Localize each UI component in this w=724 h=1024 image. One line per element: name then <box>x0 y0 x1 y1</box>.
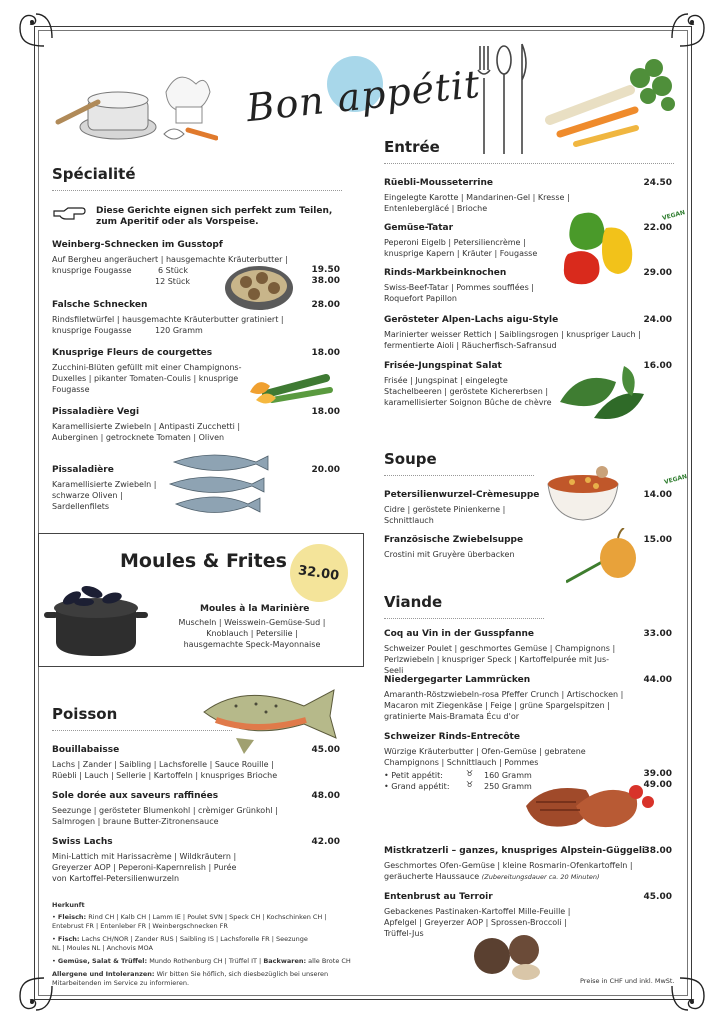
menu-item-desc: knusprige Fougasse <box>52 266 132 275</box>
section-divider <box>384 618 544 619</box>
peppers-illustration <box>562 204 642 288</box>
menu-item-desc: Rindsfiletwürfel | hausgemachte Kräuterbutter gratiniert | <box>52 315 284 324</box>
menu-item-name: Mistkratzerli – ganzes, knuspriges Alpstein-Güggeli <box>384 846 645 856</box>
menu-item-name: Weinberg-Schnecken im Gusstopf <box>52 240 223 250</box>
vegan-badge: VEGAN <box>663 473 688 486</box>
menu-item-name: Rinds-Markbeinknochen <box>384 268 507 278</box>
menu-item-price: 24.00 <box>643 315 672 325</box>
menu-item-name: Petersilienwurzel-Crèmesuppe <box>384 490 540 500</box>
zucchini-flower-illustration <box>246 366 342 406</box>
cow-icon: ♉ <box>466 780 474 789</box>
menu-item-name: Swiss Lachs <box>52 837 113 847</box>
moules-price-badge <box>290 544 348 602</box>
truffle-illustration <box>470 926 554 982</box>
moules-desc: Muscheln | Weisswein-Gemüse-Sud | Knoblauch | Petersilie | hausgemachte Speck-Mayonnaise <box>178 618 326 649</box>
menu-item-name: Gemüse-Tatar <box>384 223 454 233</box>
menu-item-price: 38.00 <box>643 846 672 856</box>
cookware-illustration <box>48 52 218 152</box>
corner-ornament-tl <box>14 8 54 48</box>
menu-item-name: Frisée-Jungspinat Salat <box>384 361 502 371</box>
menu-item-price: 20.00 <box>311 465 340 475</box>
menu-item-price: 28.00 <box>311 300 340 310</box>
menu-item-price: 39.00 <box>643 769 672 779</box>
menu-item-name: Knusprige Fleurs de courgettes <box>52 348 213 358</box>
trout-illustration <box>196 676 346 756</box>
menu-item-desc: Gebackenes Pastinaken-Kartoffel Mille-Feuille | Apfelgel | Greyerzer AOP | Sprossen-Broccoli | Trüffel-Jus <box>384 907 571 938</box>
snail-pan-illustration <box>222 258 296 314</box>
menu-item-name: Rüebli-Mousseterrine <box>384 178 494 188</box>
portion-petit: • Petit appétit: <box>384 771 443 780</box>
menu-item-desc: Geschmortes Ofen-Gemüse | kleine Rosmarin-Ofenkartoffeln | geräucherte Haussauce (Zubereitungsdauer ca. 20 Minuten) <box>384 861 633 881</box>
specialite-intro: Diese Gerichte eignen sich perfekt zum Teilen, zum Aperitif oder als Vorspeise. <box>96 206 333 227</box>
menu-item-desc: Eingelegte Karotte | Mandarinen-Gel | Kresse | Entenlebergläcé | Brioche <box>384 193 570 213</box>
menu-item-price: 42.00 <box>311 837 340 847</box>
section-divider <box>384 163 674 164</box>
menu-item-desc: Auf Bergheu angeräuchert | hausgemachte Kräuterbutter | <box>52 255 288 264</box>
herkunft-heading: Herkunft <box>52 901 85 909</box>
section-heading-poisson: Poisson <box>52 705 118 723</box>
menu-item-price: 33.00 <box>643 629 672 639</box>
menu-item-price: 45.00 <box>643 892 672 902</box>
section-heading-soupe: Soupe <box>384 450 437 468</box>
onion-illustration <box>566 528 640 584</box>
mussels-pot-illustration <box>44 568 148 660</box>
menu-item-price: 38.00 <box>311 276 340 286</box>
page-title: Bon appétit <box>244 61 483 131</box>
herkunft-fleisch: • Fleisch: Rind CH | Kalb CH | Lamm IE | Poulet SVN | Speck CH | Kochschinken CH | Entebrust FR | Entenleber FR | Weinbergschnecken FR <box>52 913 327 930</box>
moules-price: 32.00 <box>297 562 341 584</box>
cow-icon: ♉ <box>466 769 474 778</box>
menu-item-price: 19.50 <box>311 265 340 275</box>
portion-grand: • Grand appétit: <box>384 782 450 791</box>
moules-subheading: Moules à la Marinière <box>200 604 310 614</box>
menu-item-desc: Zucchini-Blüten gefüllt mit einer Champignons-Duxelles | pikanter Tomaten-Coulis | knusprige Fougasse <box>52 363 242 394</box>
menu-item-name: Französische Zwiebelsuppe <box>384 535 524 545</box>
menu-item-price: 48.00 <box>311 791 340 801</box>
menu-item-price: 29.00 <box>643 268 672 278</box>
menu-item-quantity: 6 Stück <box>158 266 188 275</box>
menu-item-desc: Mini-Lattich mit Harissacrème | Wildkräutern | Greyerzer AOP | Peperoni-Kapernrelish | Purée von Kartoffel-Petersilienwurzeln <box>52 852 237 883</box>
menu-item-price: 15.00 <box>643 535 672 545</box>
menu-item-price: 22.00 <box>643 223 672 233</box>
pointing-hand-icon <box>52 206 86 222</box>
menu-item-desc: Swiss-Beef-Tatar | Pommes soufflées | Roquefort Papillon <box>384 283 534 303</box>
menu-item-desc: Cidre | geröstete Pinienkerne | Schnittlauch <box>384 505 506 525</box>
menu-item-name: Niedergegarter Lammrücken <box>384 675 531 685</box>
menu-item-desc: Seezunge | gerösteter Blumenkohl | crèmiger Grünkohl | Salmrogen | braune Butter-Zitronensauce <box>52 806 278 826</box>
menu-item-price: 18.00 <box>311 407 340 417</box>
portion-weight: 250 Gramm <box>484 782 532 791</box>
menu-item-name: Entenbrust au Terroir <box>384 892 493 902</box>
menu-item-desc: Crostini mit Gruyère überbacken <box>384 550 515 559</box>
menu-item-name: Coq au Vin in der Gusspfanne <box>384 629 535 639</box>
menu-item-price: 24.50 <box>643 178 672 188</box>
portion-weight: 160 Gramm <box>484 771 532 780</box>
corner-ornament-bl <box>14 976 54 1016</box>
menu-item-desc: Frisée | Jungspinat | eingelegte Stachelbeeren | geröstete Kichererbsen | karamellisierter Soignon Bûche de chèvre <box>384 376 552 407</box>
herkunft-gemuese: • Gemüse, Salat & Trüffel: Mundo Rothenburg CH | Trüffel IT | Backwaren: alle Brote CH <box>52 957 351 965</box>
menu-item-quantity: 120 Gramm <box>155 326 203 335</box>
section-divider <box>384 475 534 476</box>
menu-item-desc: Amaranth-Röstzwiebeln-rosa Pfeffer Crunch | Artischocken | Macaron mit Ziegenkäse | Feige | grüne Spargelspitzen | gratinierte Mais-Bramata Écu d'or <box>384 690 624 721</box>
menu-item-price: 16.00 <box>643 361 672 371</box>
menu-item-name: Schweizer Rinds-Entrecôte <box>384 732 520 742</box>
menu-item-desc: knusprige Fougasse <box>52 326 132 335</box>
menu-item-desc: Marinierter weisser Rettich | Saiblingsrogen | knuspriger Lauch | fermentierte Aioli | Räucherfisch-Safransud <box>384 330 641 350</box>
section-heading-entree: Entrée <box>384 138 440 156</box>
herkunft-fisch: • Fisch: Lachs CH/NOR | Zander RUS | Saibling IS | Lachsforelle FR | Seezunge NL | Moules NL | Anchovis MOA <box>52 935 308 952</box>
section-divider <box>52 190 342 191</box>
vegan-badge: VEGAN <box>661 209 686 222</box>
steak-illustration <box>516 776 662 832</box>
menu-item-desc: Karamellisierte Zwiebeln | schwarze Oliven | Sardellenfilets <box>52 480 157 511</box>
menu-item-name: Pissaladière <box>52 465 114 475</box>
menu-item-desc: Lachs | Zander | Saibling | Lachsforelle | Sauce Rouille | Rüebli | Lauch | Sellerie | Kartoffeln | knuspriges Brioche <box>52 760 278 780</box>
moules-heading: Moules & Frites <box>120 550 287 572</box>
sardines-illustration <box>164 446 272 518</box>
menu-item-desc: Schweizer Poulet | geschmortes Gemüse | Champignons | Perlzwiebeln | knuspriger Speck | Kartoffelpurée mit Jus-Seeli <box>384 644 616 675</box>
menu-item-name: Bouillabaisse <box>52 745 120 755</box>
corner-ornament-tr <box>670 8 710 48</box>
menu-item-desc: Peperoni Eigelb | Petersiliencrème | knusprige Kapern | Kräuter | Fougasse <box>384 238 538 258</box>
section-heading-specialite: Spécialité <box>52 165 136 183</box>
allergene-note: Allergene und Intoleranzen: Wir bitten Sie höflich, sich diesbezüglich bei unseren Mitarbeitenden im Service zu informieren. <box>52 970 329 987</box>
menu-item-price: 18.00 <box>311 348 340 358</box>
menu-item-desc: Würzige Kräuterbutter | Ofen-Gemüse | gebratene Champignons | Schnittlauch | Pommes <box>384 747 586 767</box>
menu-item-name: Pissaladière Vegi <box>52 407 140 417</box>
cutlery-illustration <box>474 40 536 158</box>
soup-bowl-illustration <box>544 464 622 524</box>
menu-item-desc: Karamellisierte Zwiebeln | Antipasti Zucchetti | Auberginen | getrocknete Tomaten | Oliven <box>52 422 241 442</box>
corner-ornament-br <box>670 976 710 1016</box>
menu-item-price: 44.00 <box>643 675 672 685</box>
menu-item-price: 45.00 <box>311 745 340 755</box>
spinach-illustration <box>554 362 650 428</box>
menu-item-name: Sole dorée aux saveurs raffinées <box>52 791 219 801</box>
vegetables-illustration <box>540 48 680 148</box>
section-heading-viande: Viande <box>384 593 443 611</box>
price-note: Preise in CHF und inkl. MwSt. <box>580 977 675 985</box>
menu-item-quantity: 12 Stück <box>155 277 191 286</box>
menu-item-price: 49.00 <box>643 780 672 790</box>
menu-item-name: Falsche Schnecken <box>52 300 148 310</box>
menu-item-price: 14.00 <box>643 490 672 500</box>
menu-item-name: Gerösteter Alpen-Lachs aigu-Style <box>384 315 559 325</box>
